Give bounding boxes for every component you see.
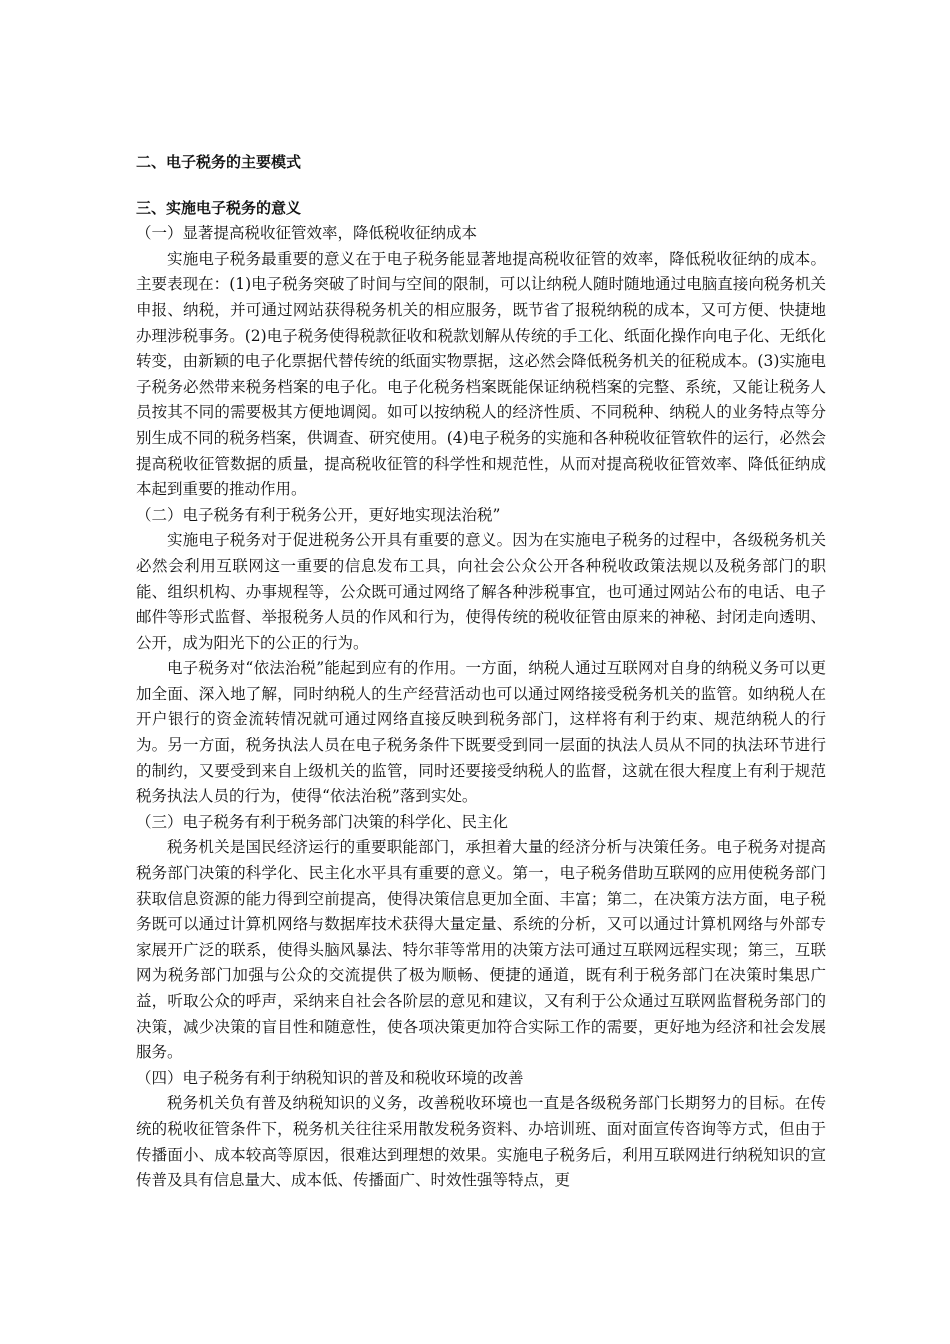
subsection-title-2: （二）电子税务有利于税务公开，更好地实现法治税” [136,505,501,524]
subsection-title-3: （三）电子税务有利于税务部门决策的科学化、民主化 [136,812,509,831]
document-page [136,150,826,1194]
paragraph: 电子税务对“依法治税”能起到应有的作用。一方面，纳税人通过互联网对自身的纳税义务可以更加全面、深入地了解，同时纳税人的生产经营活动也可以通过网络接受税务机关的监管。如纳税人在开户银行的资金流转情况就可通过网络直接反映到税务部门，这样将有利于约束、规范纳税人的行为。另一方面，税务执法人员在电子税务条件下既要受到同一层面的执法人员从不同的执法环节进行的制约，又要受到来自上级机关的监管，同时还要接受纳税人的监督，这就在很大程度上有利于规范税务执法人员的行为，使得“依法治税”落到实处。 [136,659,826,806]
section-heading-3: 三、实施电子税务的意义 [136,198,302,217]
paragraph: 实施电子税务最重要的意义在于电子税务能显著地提高税收征管的效率，降低税收征纳的成本。主要表现在：(1)电子税务突破了时间与空间的限制，可以让纳税人随时随地通过电脑直接向税务机关申报、纳税，并可通过网站获得税务机关的相应服务，既节省了报税纳税的成本，又可方便、快捷地办理涉税事务。(2)电子税务使得税款征收和税款划解从传统的手工化、纸面化操作向电子化、无纸化转变，由新颖的电子化票据代替传统的纸面实物票据，这必然会降低税务机关的征税成本。(3)实施电子税务必然带来税务档案的电子化。电子化税务档案既能保证纳税档案的完整、系统，又能让税务人员按其不同的需要极其方便地调阅。如可以按纳税人的经济性质、不同税种、纳税人的业务特点等分别生成不同的税务档案，供调查、研究使用。(4)电子税务的实施和各种税收征管软件的运行，必然会提高税收征管数据的质量，提高税收征管的科学性和规范性，从而对提高税收征管效率、降低征纳成本起到重要的推动作用。 [136,249,826,499]
paragraph: 实施电子税务对于促进税务公开具有重要的意义。因为在实施电子税务的过程中，各级税务机关必然会利用互联网这一重要的信息发布工具，向社会公众公开各种税收政策法规以及税务部门的职能、组织机构、办事规程等，公众既可通过网络了解各种涉税事宜，也可通过网站公布的电话、电子邮件等形式监督、举报税务人员的作风和行为，使得传统的税收征管由原来的神秘、封闭走向透明、公开，成为阳光下的公正的行为。 [136,531,826,652]
section-heading-2: 二、电子税务的主要模式 [136,153,302,171]
paragraph: 税务机关负有普及纳税知识的义务，改善税收环境也一直是各级税务部门长期努力的目标。在传统的税收征管条件下，税务机关往往采用散发税务资料、办培训班、面对面宣传咨询等方式，但由于传播面小、成本较高等原因，很难达到理想的效果。实施电子税务后，利用互联网进行纳税知识的宣传普及具有信息量大、成本低、传播面广、时效性强等特点，更 [136,1094,826,1190]
subsection-title-4: （四）电子税务有利于纳税知识的普及和税收环境的改善 [136,1068,524,1087]
subsection-title-1: （一）显著提高税收征管效率，降低税收征纳成本 [136,224,478,243]
paragraph: 税务机关是国民经济运行的重要职能部门，承担着大量的经济分析与决策任务。电子税务对提高税务部门决策的科学化、民主化水平具有重要的意义。第一，电子税务借助互联网的应用使税务部门获取信息资源的能力得到空前提高，使得决策信息更加全面、丰富；第二，在决策方法方面，电子税务既可以通过计算机网络与数据库技术获得大量定量、系统的分析，又可以通过计算机网络与外部专家展开广泛的联系，使得头脑风暴法、特尔菲等常用的决策方法可通过互联网远程实现；第三，互联网为税务部门加强与公众的交流提供了极为顺畅、便捷的通道，既有利于税务部门在决策时集思广益，听取公众的呼声，采纳来自社会各阶层的意见和建议，又有利于公众通过互联网监督税务部门的决策，减少决策的盲目性和随意性，使各项决策更加符合实际工作的需要，更好地为经济和社会发展服务。 [136,838,826,1062]
